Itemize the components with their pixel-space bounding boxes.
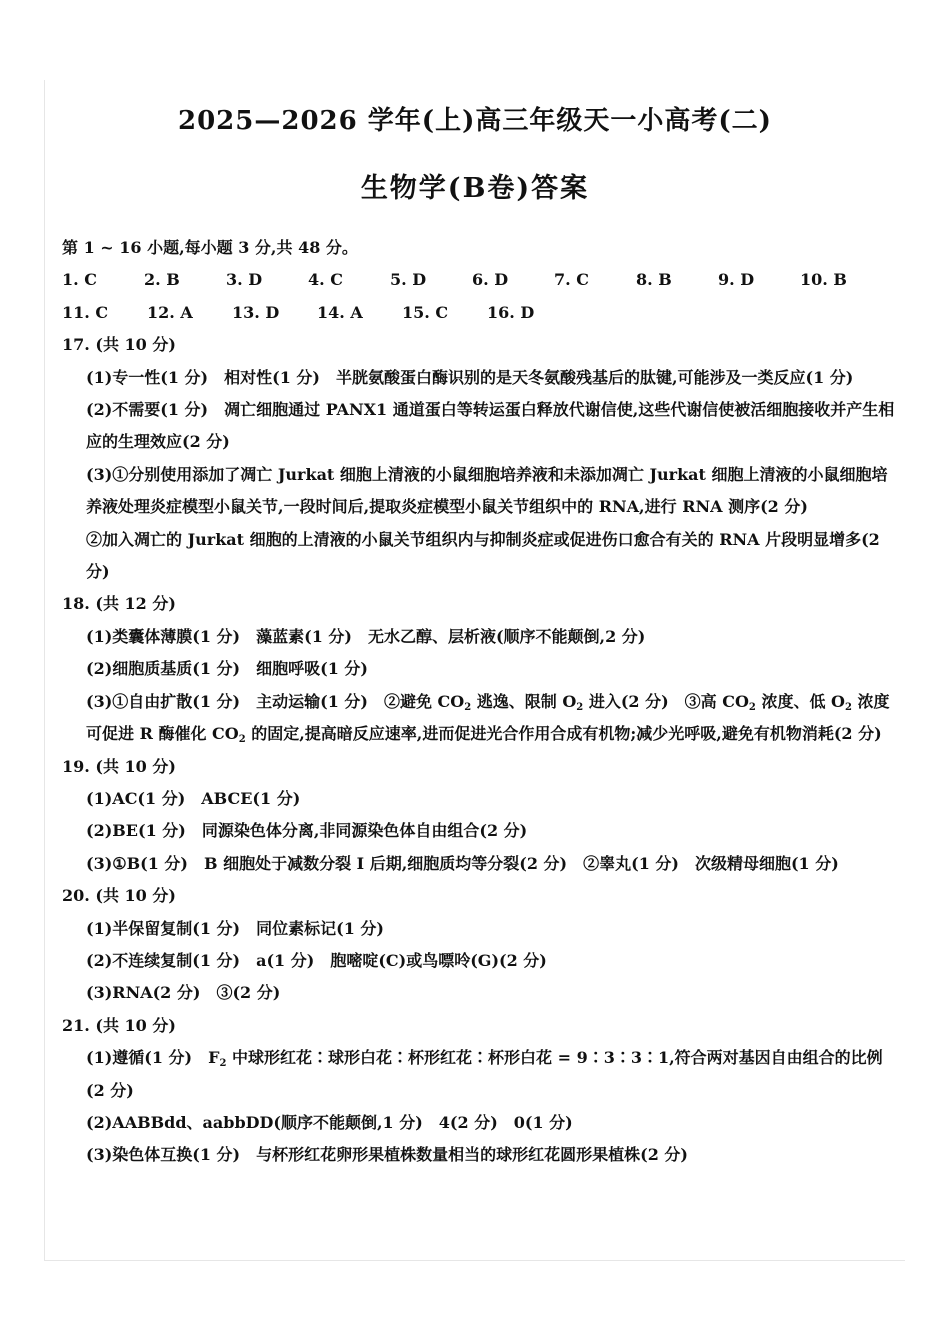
mc-answer: 9. D [718, 270, 755, 290]
q17-part-2: (2)不需要(1 分) 凋亡细胞通过 PANX1 通道蛋白等转运蛋白释放代谢信使,这些代谢信使被活细胞接收并产生相应的生理效应(2 分) [86, 400, 895, 452]
q21-part-2: (2)AABBdd、aabbDD(顺序不能颠倒,1 分) 4(2 分) 0(1 分) [86, 1112, 573, 1132]
mc-answer: 1. C [62, 270, 98, 290]
q17-part-3: (3)①分别使用添加了凋亡 Jurkat 细胞上清液的小鼠细胞培养液和未添加凋亡 Jurkat 细胞上清液的小鼠细胞培养液处理炎症模型小鼠关节,一段时间后,提取炎症模型小鼠关节组织中的 RNA,进行 RNA 测序(2 分) [86, 464, 888, 517]
q19-part-3: (3)①B(1 分) B 细胞处于减数分裂 Ⅰ 后期,细胞质均等分裂(2 分) ②睾丸(1 分) 次级精母细胞(1 分) [86, 853, 839, 873]
mc-answer: 15. C [402, 302, 449, 322]
mc-answer: 4. C [308, 270, 344, 290]
question-19-heading: 19. (共 10 分) [62, 756, 176, 776]
mc-answer: 6. D [472, 270, 509, 290]
mc-answer: 8. B [636, 270, 672, 290]
q20-part-2: (2)不连续复制(1 分) a(1 分) 胞嘧啶(C)或鸟嘌呤(G)(2 分) [86, 950, 547, 970]
answer-content [62, 232, 896, 1172]
question-20-heading: 20. (共 10 分) [62, 886, 176, 906]
page-title: 2025—2026 学年(上)高三年级天一小高考(二) [178, 106, 772, 136]
question-21-heading: 21. (共 10 分) [62, 1015, 176, 1035]
q18-part-1: (1)类囊体薄膜(1 分) 藻蓝素(1 分) 无水乙醇、层析液(顺序不能颠倒,2 分) [86, 626, 646, 646]
q21-part-1: (1)遵循(1 分) $F_2$ 中球形红花∶球形白花∶杯形红花∶杯形白花 = 9∶3∶3∶1,符合两对基因自由组合的比例(2 分) [86, 1048, 883, 1100]
mc-answer: 5. D [390, 270, 427, 290]
mc-answer: 16. D [487, 302, 535, 322]
mc-answer: 2. B [144, 270, 180, 290]
q20-part-3: (3)RNA(2 分) ③(2 分) [86, 983, 281, 1003]
mc-answer: 14. A [317, 302, 363, 322]
mc-answer: 7. C [554, 270, 590, 290]
q20-part-1: (1)半保留复制(1 分) 同位素标记(1 分) [86, 918, 384, 938]
q17-part-3-result: ②加入凋亡的 Jurkat 细胞的上清液的小鼠关节组织内与抑制炎症或促进伤口愈合有关的 RNA 片段明显增多(2 分) [86, 529, 880, 582]
question-18-heading: 18. (共 12 分) [62, 594, 176, 614]
q19-part-2: (2)BE(1 分) 同源染色体分离,非同源染色体自由组合(2 分) [86, 821, 528, 841]
q18-part-2: (2)细胞质基质(1 分) 细胞呼吸(1 分) [86, 659, 368, 679]
page-subtitle: 生物学(B卷)答案 [360, 173, 590, 204]
mc-answer: 13. D [232, 302, 280, 322]
q18-part-3: (3)①自由扩散(1 分) 主动运输(1 分) ②避免 $CO_2$ 逃逸、限制 $O_2$ 进入(2 分) ③高 $CO_2$ 浓度、低 $O_2$ 浓度可促进 R 酶催化 $CO_2$ 的固定,提高暗反应速率,进而促进光合作用合成有机物;减少光呼吸,避免有机物消耗(2 分) [86, 691, 890, 746]
mc-answer: 11. C [62, 302, 109, 322]
q19-part-1: (1)AC(1 分) ABCE(1 分) [86, 788, 301, 808]
mc-row-2 [62, 297, 896, 329]
mc-row-1 [62, 264, 896, 296]
q17-part-1: (1)专一性(1 分) 相对性(1 分) 半胱氨酸蛋白酶识别的是天冬氨酸残基后的肽键,可能涉及一类反应(1 分) [86, 367, 854, 387]
mc-answer: 12. A [147, 302, 193, 322]
mc-answer: 3. D [226, 270, 263, 290]
question-17-heading: 17. (共 10 分) [62, 335, 176, 355]
q21-part-3: (3)染色体互换(1 分) 与杯形红花卵形果植株数量相当的球形红花圆形果植株(2 分) [86, 1145, 688, 1165]
mc-intro: 第 1 ~ 16 小题,每小题 3 分,共 48 分。 [62, 238, 358, 257]
mc-answer: 10. B [800, 270, 847, 290]
